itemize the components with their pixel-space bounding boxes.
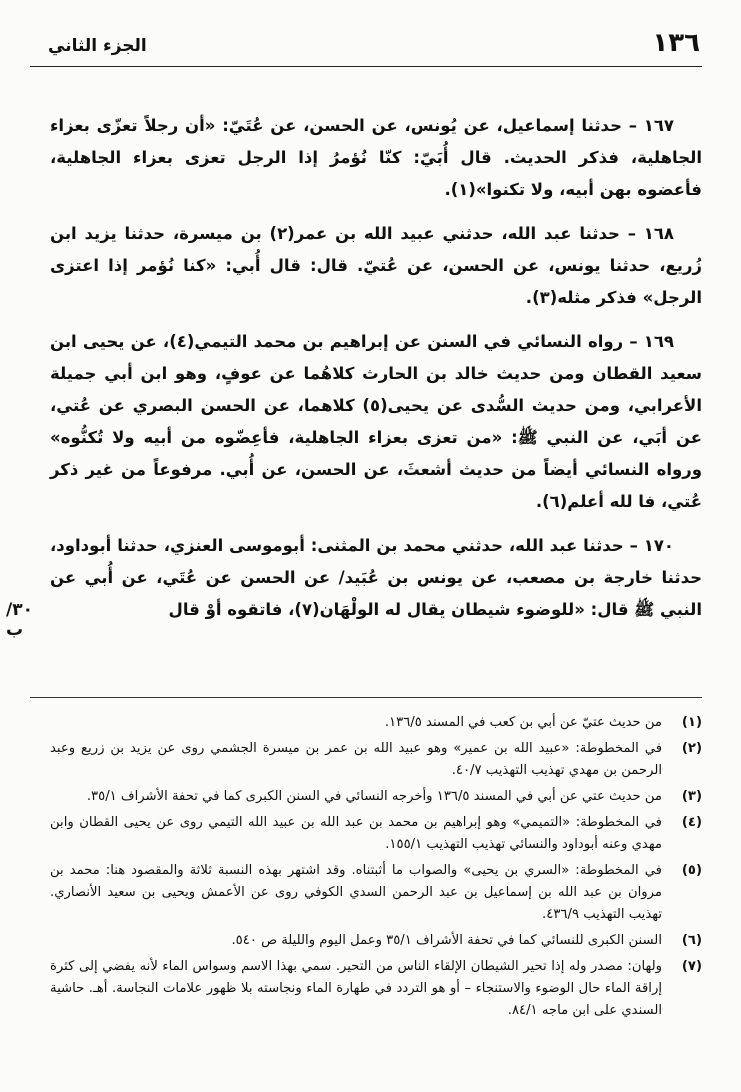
footnote-item [50, 712, 702, 734]
main-text [50, 110, 702, 638]
footnote-number: (١) [681, 715, 702, 730]
footnote-item [50, 786, 702, 808]
footnote-item [50, 812, 702, 856]
hadith-167: ١٦٧ – حدثنا إسماعيل، عن يُونس، عن الحسن، عن عُتَيّ: «أن رجلاً تعزّى بعزاء الجاهلية، فذكر الحديث. قال أُبَيّ: كنّا نُؤمرُ إذا الرجل تعزى بعزاء الجاهلية، فأعضوه بهن أبيه، ولا تكنوا»(١). [50, 116, 702, 199]
footnotes [50, 712, 702, 1026]
footnote-number: (٤) [681, 815, 702, 830]
footnote-number: (٣) [681, 789, 702, 804]
footnote-divider [30, 697, 702, 698]
footnote-text: ولهان: مصدر وله إذا تحير الشيطان الإلقاء الناس من التحير. سمي بهذا الاسم وسواس الماء لأنه يفضي إلى كثرة إراقة الماء حال الوضوء والاستنجاء – أو هو التردد في طهارة الماء ونجاسته بلا ظهور علامات النجاسة. أهـ. حاشية السندي على ابن ماجه ٨٤/١. [50, 959, 662, 1018]
part-title: الجزء الثاني [48, 36, 147, 56]
hadith-170: ١٧٠ – حدثنا عبد الله، حدثني محمد بن المثنى: أبوموسى العنزي، حدثنا أبوداود، حدثنا خارجة بن مصعب، عن يونس بن عُبَيد/ عن الحسن عن عُتَي، عن أُبي عن النبي ﷺ قال: «للوضوء شيطان يقال له الولْهَان(٧)، فاتقوه أوْ قال [50, 536, 702, 619]
footnote-text: في المخطوطة: «عبيد الله بن عمير» وهو عبيد الله بن عمر بن ميسرة الجشمي روى عن يزيد بن زريع وعبد الرحمن بن مهدي تهذيب التهذيب ٤٠/٧. [50, 741, 662, 778]
footnote-number: (٦) [681, 933, 702, 948]
footnote-item [50, 956, 702, 1022]
footnote-text: من حديث عتيّ عن أبي بن كعب في المسند ١٣٦/٥. [384, 715, 662, 730]
footnote-item [50, 930, 702, 952]
header-divider [30, 66, 702, 67]
footnote-text: من حديث عتي عن أبي في المسند ١٣٦/٥ وأخرجه النسائي في السنن الكبرى كما في تحفة الأشراف ٣٥/١. [86, 789, 662, 804]
footnote-text: في المخطوطة: «التميمي» وهو إبراهيم بن محمد بن عبد الله بن عبيد الله التيمي روى عن يحيى القطان وابن مهدي وعنه أبوداود والنسائي تهذيب التهذيب ١٥٥/١. [50, 815, 662, 852]
page-header [48, 22, 700, 62]
footnote-number: (٧) [681, 959, 702, 974]
footnote-item [50, 738, 702, 782]
footnote-item [50, 860, 702, 926]
hadith-169: ١٦٩ – رواه النسائي في السنن عن إبراهيم بن محمد التيمي(٤)، عن يحيى ابن سعيد القطان ومن حديث خالد بن الحارث كلاهُما عن عوفٍ، وهو ابن أبي جميلة الأعرابي، ومن حديث السُّدى عن يحيى(٥) كلاهما، عن الحسن البصري عن عُتي، عن أبَي، عن النبي ﷺ: «من تعزى بعزاء الجاهلية، فأعِضّوه من أبيه ولا تُكنُّوه» ورواه النسائي أيضاً من حديث أشعثَ، عن الحسن، عن أُبي. مرفوعاً من غير ذكر عُتي، فا لله أعلم(٦). [50, 332, 703, 511]
page-number: ١٣٦ [652, 28, 700, 58]
footnote-text: السنن الكبرى للنسائي كما في تحفة الأشراف ٣٥/١ وعمل اليوم والليلة ص ٥٤٠. [231, 933, 662, 948]
manuscript-folio-note: ٣٠/ب [6, 600, 33, 640]
footnote-text: في المخطوطة: «السري بن يحيى» والصواب ما أثبتناه. وقد اشتهر بهذه النسبة ثلاثة والمقصود هنا: محمد بن مروان بن عبد الله بن إسماعيل بن عبد الرحمن السدي الكوفي روى عن الأعمش ويحيى بن سعيد الأنصاري. تهذيب التهذيب ٤٣٦/٩. [50, 863, 662, 922]
hadith-168: ١٦٨ – حدثنا عبد الله، حدثني عبيد الله بن عمر(٢) بن ميسرة، حدثنا يزيد ابن زُريع، حدثنا يونس، عن الحسن، عن عُتيّ. قال: قال أُبي: «كنا نُؤمر إذا اعتزى الرجل» فذكر مثله(٣). [50, 224, 702, 307]
footnote-number: (٥) [681, 863, 702, 878]
footnote-number: (٢) [681, 741, 702, 756]
